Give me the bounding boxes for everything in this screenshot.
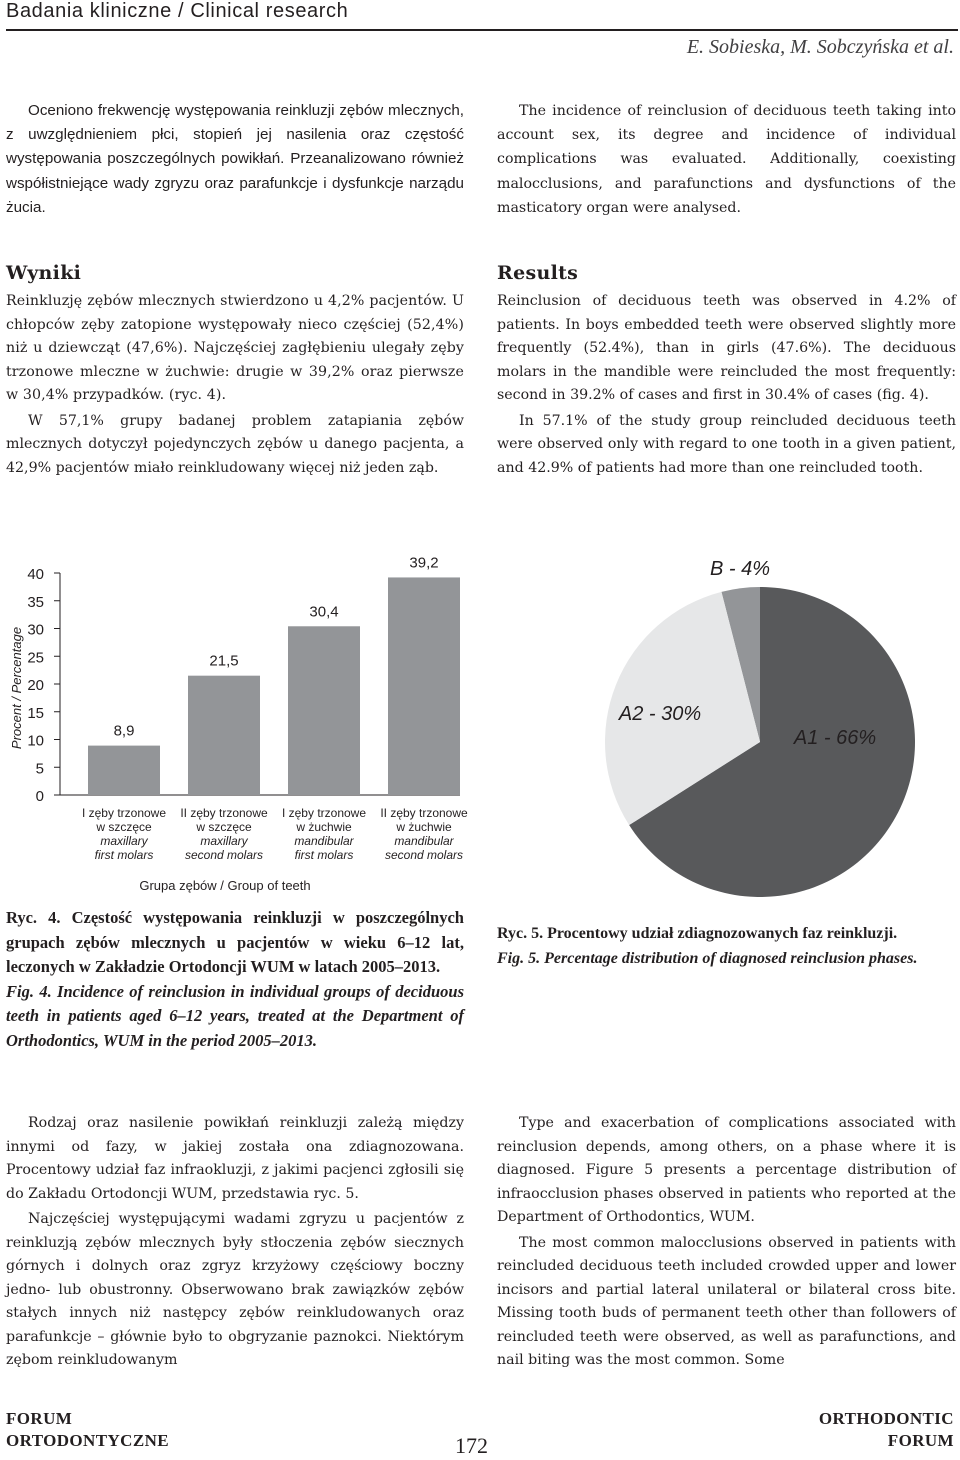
footer-right <box>819 1408 954 1452</box>
x-category-label: first molars <box>94 848 154 862</box>
results-pl-heading: Wyniki <box>6 262 82 284</box>
results-en-p1: Reinclusion of deciduous teeth was observed in 4.2% of patients. In boys embedded teeth were observed slightly more frequently (52.4%), than in girls (47.6%). The deciduous molars in the mandible were reincluded the most frequently: second in 39.2% of cases and first in 30.4% of cases (fig. 4). <box>497 293 956 403</box>
bar <box>288 626 360 795</box>
y-tick-label: 35 <box>27 593 44 611</box>
results-pl-p1: Reinkluzję zębów mlecznych stwierdzono u 4,2% pacjentów. U chłopców zęby zatopione występowały nieco częściej (52,4%) niż u dziewcząt (47,6%). Najczęściej zagłębieniu ulegały zęby trzonowe mleczne w żuchwie: drugie w 39,2% oraz pierwsze w 30,4% przypadków. (ryc. 4). <box>6 293 464 403</box>
x-category-label: w szczęce <box>196 820 252 834</box>
x-category-label: second molars <box>184 848 264 862</box>
pie-slice-label: A2 - 30% <box>618 703 702 725</box>
bar-value-label: 21,5 <box>209 652 239 670</box>
fig4-caption-pl: Ryc. 4. Częstość występowania reinkluzji w poszczególnych grupach zębów mlecznych u pacjentów w wieku 6–12 lat, leczonych w Zakładzie Ortodoncji WUM w latach 2005–2013. <box>6 908 464 976</box>
pie-chart-fig5 <box>560 555 960 900</box>
fig5-caption <box>497 922 956 971</box>
y-tick-label: 15 <box>27 704 44 722</box>
results-en-p2: In 57.1% of the study group reincluded deciduous teeth were observed only with regard to one tooth in a given patient, and 42.9% of patients had more than one reincluded tooth. <box>497 412 956 476</box>
running-header-section: Badania kliniczne / Clinical research <box>6 0 349 22</box>
body-pl-p1: Rodzaj oraz nasilenie powikłań reinkluzji zależą między innymi od fazy, w jakiej została ona zdiagnozowana. Procentowy udział faz infraokluzji, z jakimi pacjenci zgłosili się do Zakładu Ortodoncji WUM, przedstawia ryc. 5. <box>6 1115 464 1202</box>
y-tick-label: 0 <box>35 788 44 805</box>
body-pl-section <box>6 1112 464 1373</box>
x-category-label: w żuchwie <box>396 820 452 834</box>
y-tick-label: 10 <box>27 732 44 750</box>
header-rule <box>6 29 958 31</box>
bar-value-label: 8,9 <box>113 722 135 740</box>
footer-right-line2: FORUM <box>887 1431 954 1450</box>
x-category-label: I zęby trzonowe <box>281 806 367 820</box>
y-tick-label: 20 <box>27 677 44 694</box>
results-pl-section <box>6 262 464 480</box>
bar <box>88 746 160 795</box>
y-tick-label: 40 <box>27 566 44 583</box>
bar-value-label: 30,4 <box>309 603 339 621</box>
y-tick-label: 30 <box>27 621 44 639</box>
results-pl-p2: W 57,1% grupy badanej problem zatapiania zębów mlecznych dotyczył pojedynczych zębów u danego pacjenta, a 42,9% pacjentów miało reinkludowany więcej niż jeden ząb. <box>6 412 464 476</box>
intro-pl: Oceniono frekwencję występowania reinkluzji zębów mlecznych, z uwzględnieniem płci, stopień jej nasilenia oraz częstość występowania poszczególnych powikłań. Przeanalizowano również współistniejące wady zgryzu oraz parafunkcje i dysfunkcje narządu żucia. <box>6 102 464 216</box>
bar <box>188 676 260 795</box>
y-tick-label: 5 <box>35 760 44 778</box>
bar-chart-fig4 <box>0 555 470 900</box>
x-category-label: mandibular <box>294 834 354 848</box>
results-en-section <box>497 262 956 480</box>
x-category-label: maxillary <box>100 834 148 848</box>
page-number: 172 <box>455 1433 488 1458</box>
fig4-caption <box>6 906 464 1053</box>
x-category-label: w szczęce <box>96 820 152 834</box>
x-category-label: w żuchwie <box>296 820 352 834</box>
body-pl-p2: Najczęściej występującymi wadami zgryzu u pacjentów z reinkluzją zębów mlecznych były stłoczenia zębów siecznych górnych i dolnych oraz zgryz krzyżowy częściowy boczny jedno- lub obustronny. Obserwowano brak zawiązków zębów stałych innych niż następcy zębów reinkludowanych oraz parafunkcje – głównie było to obgryzanie paznokci. Niektórym zębom reinkludowanym <box>6 1211 464 1368</box>
footer-right-line1: ORTHODONTIC <box>818 1409 954 1428</box>
body-en-p2: The most common malocclusions observed in patients with reincluded deciduous teeth included crowded upper and lower incisors and partial lateral unilateral or bilateral cross bite. Missing tooth buds of permanent teeth other than followers of reincluded teeth were observed, as well as parafunctions, and nail biting was the most common. Some <box>497 1234 956 1368</box>
bar-value-label: 39,2 <box>409 555 439 572</box>
x-category-label: II zęby trzonowe <box>180 806 268 820</box>
x-category-label: I zęby trzonowe <box>81 806 167 820</box>
fig5-caption-en: Fig. 5. Percentage distribution of diagnosed reinclusion phases. <box>497 949 918 967</box>
x-category-label: first molars <box>294 848 354 862</box>
results-en-heading: Results <box>497 262 579 284</box>
x-category-label: II zęby trzonowe <box>380 806 468 820</box>
pie-slice-label: B - 4% <box>709 558 771 580</box>
body-en-p1: Type and exacerbation of complications associated with reinclusion depends, among others, on a phase where it is diagnosed. Figure 5 presents a percentage distribution of infraocclusion phases observed in patients who reported at the Department of Orthodontics, WUM. <box>497 1115 956 1225</box>
running-header-authors: E. Sobieska, M. Sobczyńska et al. <box>686 36 954 58</box>
footer-left-line2: ORTODONTYCZNE <box>6 1431 169 1450</box>
pie-slice-label: A1 - 66% <box>793 727 877 749</box>
footer-left <box>6 1408 169 1452</box>
x-axis-title: Grupa zębów / Group of teeth <box>139 878 311 893</box>
x-category-label: second molars <box>384 848 464 862</box>
y-axis-title: Procent / Percentage <box>9 626 24 750</box>
x-category-label: mandibular <box>394 834 454 848</box>
y-tick-label: 25 <box>27 649 44 667</box>
bar <box>388 577 460 795</box>
body-en-section <box>497 1112 956 1373</box>
fig4-caption-en: Fig. 4. Incidence of reinclusion in individual groups of deciduous teeth in patients aged 6–12 years, treated at the Department of Orthodontics, WUM in the period 2005–2013. <box>6 981 464 1050</box>
footer-left-line1: FORUM <box>6 1409 73 1428</box>
fig5-caption-pl: Ryc. 5. Procentowy udział zdiagnozowanych faz reinkluzji. <box>497 925 898 942</box>
intro-en: The incidence of reinclusion of deciduous teeth taking into account sex, its degree and incidence of individual complications was evaluated. Additionally, coexisting malocclusions, and parafunctions and dysfunctions of the masticatory organ were analysed. <box>497 103 956 216</box>
x-category-label: maxillary <box>200 834 248 848</box>
